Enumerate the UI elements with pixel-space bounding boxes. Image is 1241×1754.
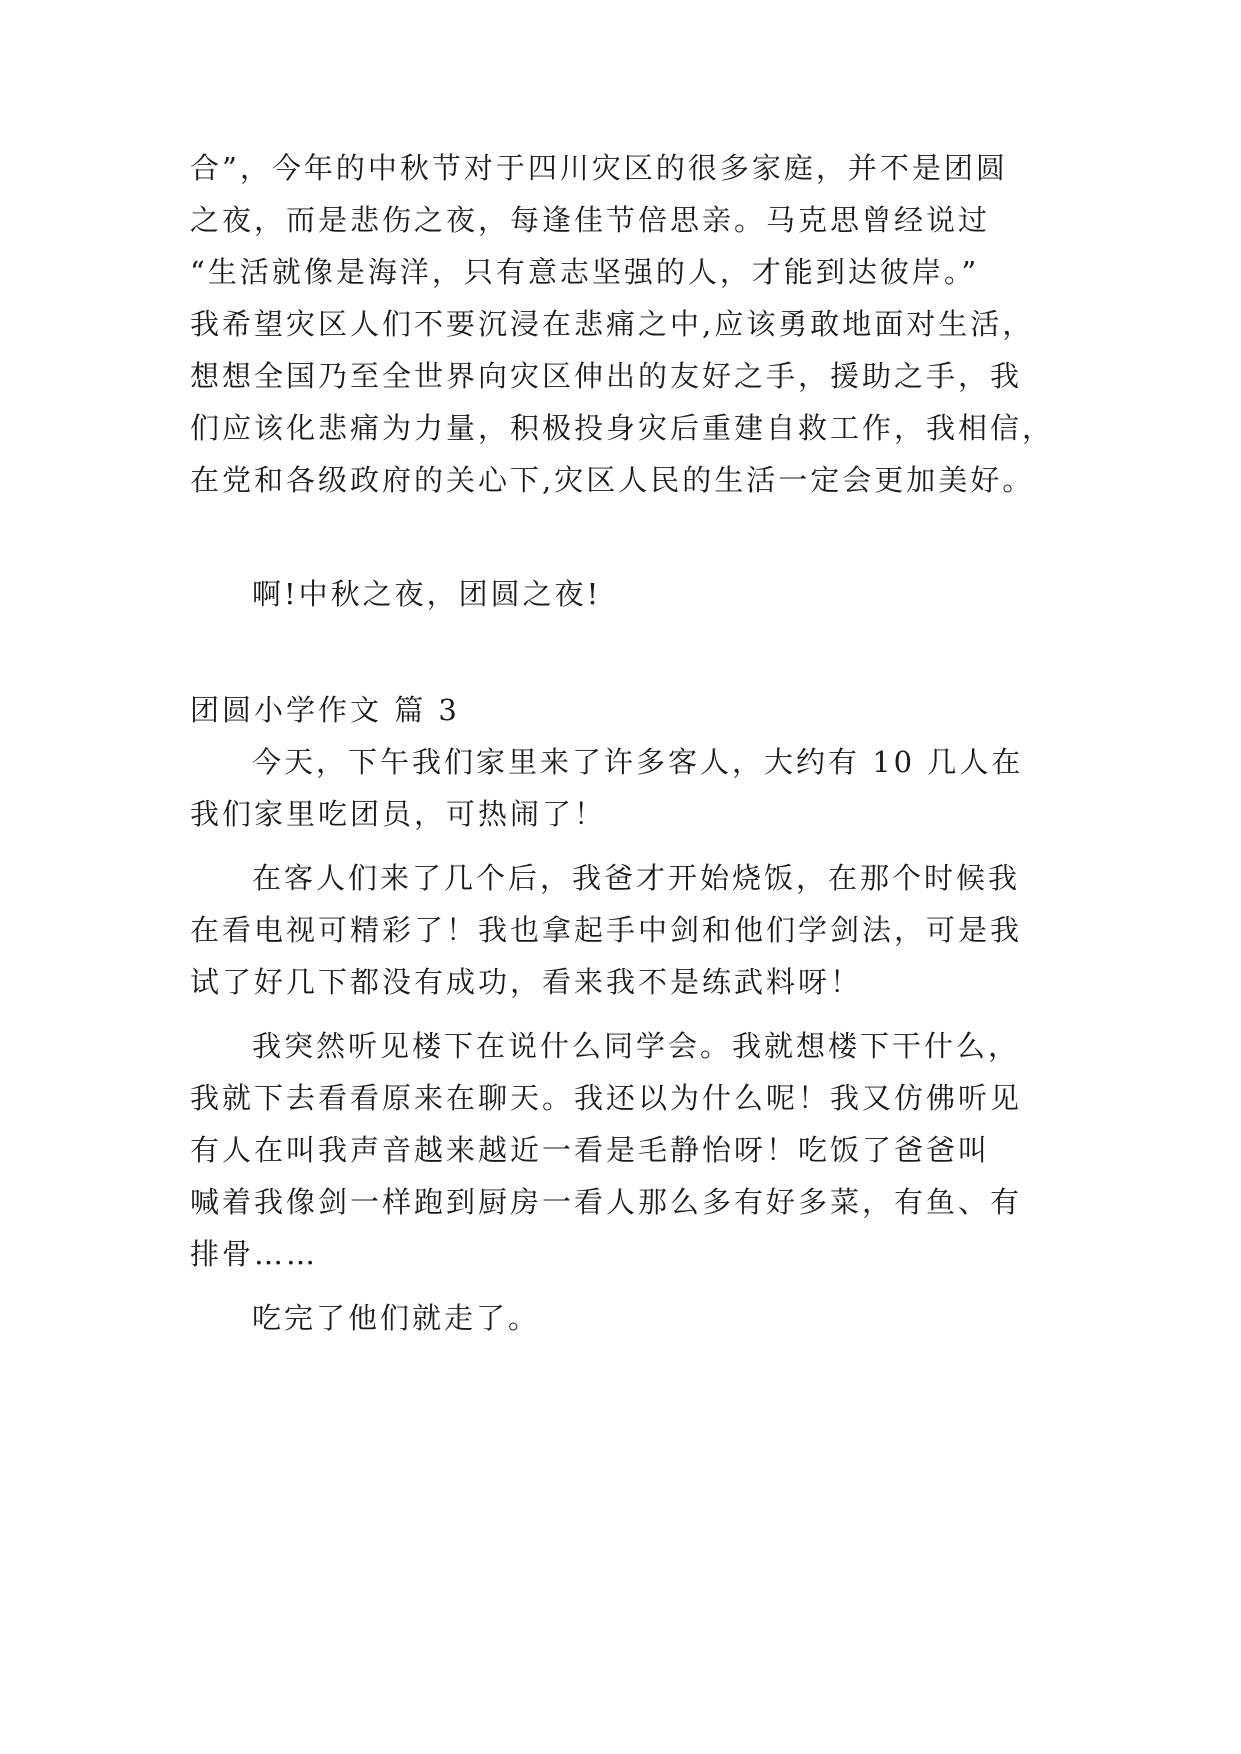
- paragraph-line: 吃完了他们就走了。: [252, 1301, 541, 1335]
- paragraph-line: 我突然听见楼下在说什么同学会。我就想楼下干什么，: [252, 1029, 1021, 1063]
- paragraph-line: 在党和各级政府的关心下,灾区人民的生活一定会更加美好。: [190, 463, 1035, 497]
- paragraph-line: 试了好几下都没有成功，看来我不是练武料呀！: [190, 965, 863, 999]
- section-heading: 团圆小学作文 篇 3: [190, 693, 460, 727]
- paragraph-line: 我们家里吃团员，可热闹了！: [190, 797, 607, 831]
- paragraph-line: 今天，下午我们家里来了许多客人，大约有 10 几人在: [252, 745, 1024, 779]
- paragraph-line: 我希望灾区人们不要沉浸在悲痛之中,应该勇敢地面对生活，: [190, 307, 1035, 341]
- paragraph-line: 有人在叫我声音越来越近一看是毛静怡呀！吃饭了爸爸叫: [190, 1133, 991, 1167]
- closing-line: 啊!中秋之夜，团圆之夜!: [252, 577, 602, 611]
- paragraph-line: 喊着我像剑一样跑到厨房一看人那么多有好多菜，有鱼、有: [190, 1185, 1023, 1219]
- paragraph-line: 们应该化悲痛为力量，积极投身灾后重建自救工作，我相信，: [190, 411, 1055, 445]
- paragraph-line: 在客人们来了几个后，我爸才开始烧饭，在那个时候我: [252, 861, 1021, 895]
- paragraph-line: 想想全国乃至全世界向灾区伸出的友好之手，援助之手，我: [190, 359, 1023, 393]
- paragraph-line: 之夜，而是悲伤之夜，每逢佳节倍思亲。马克思曾经说过: [190, 203, 991, 237]
- paragraph-line: 合”，今年的中秋节对于四川灾区的很多家庭，并不是团圆: [190, 151, 1008, 185]
- paragraph-line: 我就下去看看原来在聊天。我还以为什么呢！我又仿佛听见: [190, 1081, 1023, 1115]
- paragraph-line: “生活就像是海洋，只有意志坚强的人，才能到达彼岸。”: [190, 255, 980, 289]
- paragraph-line: 在看电视可精彩了！我也拿起手中剑和他们学剑法，可是我: [190, 913, 1023, 947]
- paragraph-line: 排骨……: [190, 1237, 319, 1271]
